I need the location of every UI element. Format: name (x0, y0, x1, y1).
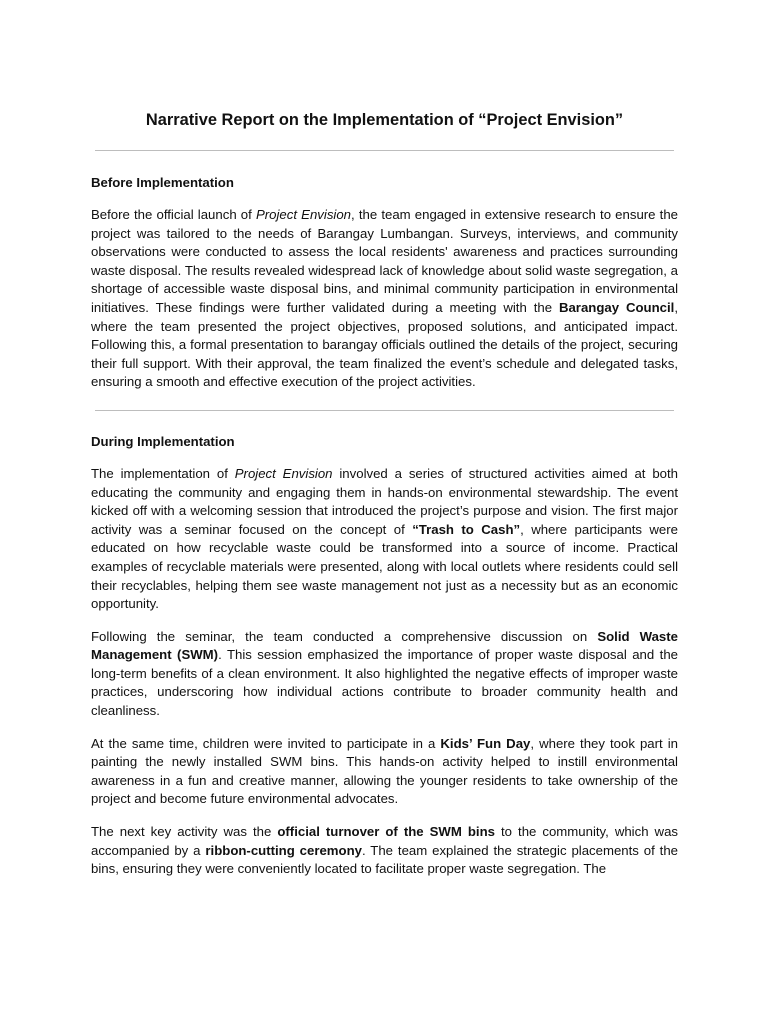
text-run: . This session emphasized the importance of proper waste disposal and the long-term benefits of a clean environment. It also highlighted the negative effects of improper waste practices, underscoring how individual actions contribute to broader community health and cleanliness. (91, 647, 679, 719)
bold-text: official turnover of the SWM bins (277, 824, 495, 840)
section-body (91, 465, 678, 879)
paragraph (91, 206, 678, 392)
text-run: At the same time, children were invited to participate in a (91, 735, 441, 751)
text-run: involved a series of structured activities aimed at both educating the community and engaging them in hands-on environmental stewardship. The event kicked off with a welcoming session that introduced the project’s purpose and vision. The first major activity was a seminar focused on the concept of (91, 465, 678, 537)
paragraph (91, 823, 678, 879)
bold-text: “Trash to Cash” (412, 521, 521, 537)
bold-text: ribbon-cutting ceremony (205, 842, 362, 858)
italic-text: Project Envision (255, 207, 352, 222)
paragraph (91, 465, 678, 614)
text-run: The implementation of (91, 465, 235, 481)
section-body (91, 206, 678, 392)
section-heading: During Implementation (91, 433, 235, 449)
text-run: . The team explained the strategic placements of the bins, ensuring they were conveniently located to facilitate proper waste segregation. The (91, 842, 679, 877)
document-title: Narrative Report on the Implementation of “Project Envision” (145, 111, 624, 129)
section-during-implementation (91, 433, 678, 879)
text-run: Following the seminar, the team conducted a comprehensive discussion on (91, 628, 598, 644)
document-page (91, 108, 678, 879)
text-run: Before the official launch of (91, 207, 256, 222)
text-run: The next key activity was the (91, 824, 278, 840)
title-divider (95, 150, 674, 151)
section-heading: Before Implementation (91, 175, 234, 190)
italic-text: Project Envision (234, 465, 333, 481)
bold-text: Barangay Council (558, 299, 675, 315)
text-run: , the team engaged in extensive research to ensure the project was tailored to the needs of Barangay Lumbangan. Surveys, interviews, and community observations were conducted to assess the local residents' awareness and practices surrounding waste disposal. The results revealed widespread lack of knowledge about solid waste segregation, a shortage of accessible waste disposal bins, and minimal community participation in environmental initiatives. These findings were further validated during a meeting with the (91, 207, 678, 315)
text-run: , where the team presented the project objectives, proposed solutions, and anticipated impact. Following this, a formal presentation to barangay officials outlined the details of the project, securing their full support. With their approval, the team finalized the event’s schedule and delegated tasks, ensuring a smooth and effective execution of the project activities. (91, 299, 678, 390)
text-run: , where participants were educated on how recyclable waste could be transformed into a source of income. Practical examples of recyclable materials were presented, along with local outlets where residents could sell their recyclables, helping them see waste management not just as a necessity but as an economic opportunity. (91, 521, 678, 612)
text-run: , where they took part in painting the newly installed SWM bins. This hands-on activity helped to instill environmental awareness in a fun and creative manner, allowing the younger residents to take ownership of the project and become future environmental advocates. (91, 735, 679, 807)
section-divider (95, 410, 674, 411)
bold-text: Kids’ Fun Day (440, 735, 531, 751)
text-run: to the community, which was accompanied by a (91, 824, 679, 858)
paragraph (91, 735, 678, 809)
bold-text: Solid Waste Management (SWM) (91, 628, 678, 663)
section-before-implementation (91, 174, 678, 392)
paragraph (91, 628, 678, 721)
